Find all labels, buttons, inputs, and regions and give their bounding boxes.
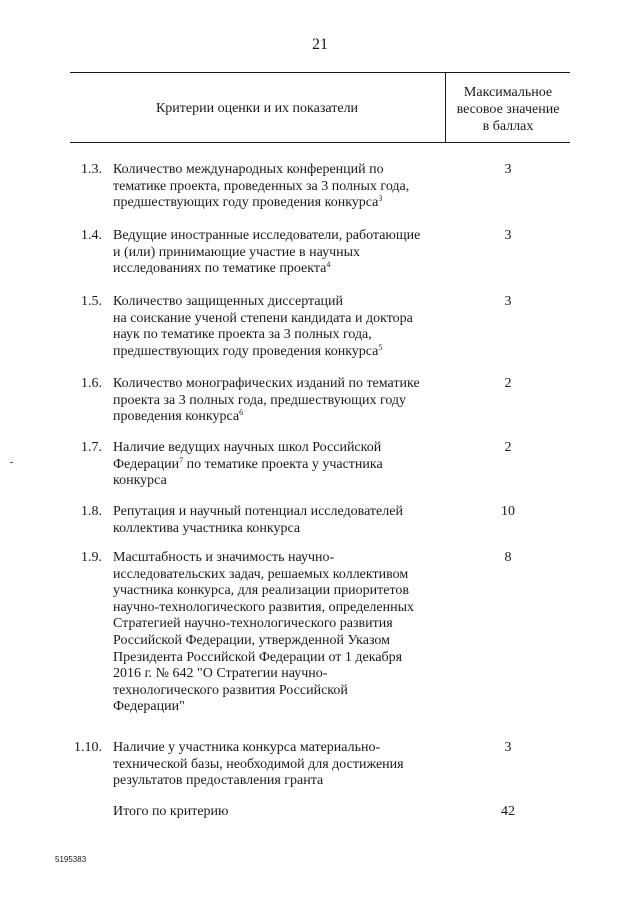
scan-speck [10,462,13,463]
criterion-score: 3 [504,162,512,177]
criterion-number: 1.9. [81,550,102,565]
criterion-text: Масштабность и значимость научно- исследовательских задач, решаемых коллективом участника конкурса, для реализации приоритетов научно-технологического развития, определенных Стратегией научно-технологического развития Российской Федерации, утвержденной Указом Президента Российской Федерации от 1 декабря 2016 г. № 642 "О Стратегии научно- технологического развития Российской Федерации" [113,550,415,715]
criterion-text: Ведущие иностранные исследователи, работающие и (или) принимающие участие в научных исследованиях по тематике проекта$^4$ [113,228,421,277]
criterion-number: 1.5. [81,294,102,309]
criterion-score: 3 [504,294,512,309]
criteria-column-header: Критерии оценки и их показатели [155,101,359,116]
criterion-score: 3 [504,228,512,243]
footnote-marker: 4 [326,260,331,270]
footnote-marker: 7 [179,455,184,465]
criterion-score: 3 [504,740,512,755]
page-number: 21 [312,36,328,53]
criterion-number: 1.4. [81,228,102,243]
criterion-text: Наличие у участника конкурса материально- технической базы, необходимой для достижения результатов предоставления гранта [113,740,404,789]
footnote-marker: 5 [378,342,383,352]
criterion-number: 1.10. [74,740,102,755]
weight-column-header: Максимальное весовое значение в баллах [456,85,560,134]
criterion-score: 8 [504,550,512,565]
criterion-score: 10 [501,504,515,519]
criterion-number: 1.7. [81,440,102,455]
criterion-number: 1.3. [81,162,102,177]
footnote-marker: 6 [239,408,244,418]
criterion-score: 2 [504,440,512,455]
footnote-marker: 3 [378,194,383,204]
criterion-text: Репутация и научный потенциал исследователей коллектива участника конкурса [113,504,403,536]
table-top-rule [70,72,570,73]
document-code: 5195383 [55,855,87,864]
criterion-number: 1.6. [81,376,102,391]
total-label: Итого по критерию [113,804,229,819]
total-score: 42 [501,804,515,819]
criterion-score: 2 [504,376,512,391]
criterion-text: Количество защищенных диссертаций на соискание ученой степени кандидата и доктора наук по тематике проекта за 3 полных года, предшествующих году проведения конкурса$^5$ [113,294,413,359]
criterion-number: 1.8. [81,504,102,519]
criterion-text: Наличие ведущих научных школ Российской Федерации$^7$ по тематике проекта у участника конкурса [113,440,383,489]
table-header-bottom-rule [70,142,570,143]
criterion-text: Количество монографических изданий по тематике проекта за 3 полных года, предшествующих году проведения конкурса$^6$ [113,376,420,425]
criterion-text: Количество международных конференций по тематике проекта, проведенных за 3 полных года, предшествующих году проведения конкурса$^3$ [113,162,410,211]
